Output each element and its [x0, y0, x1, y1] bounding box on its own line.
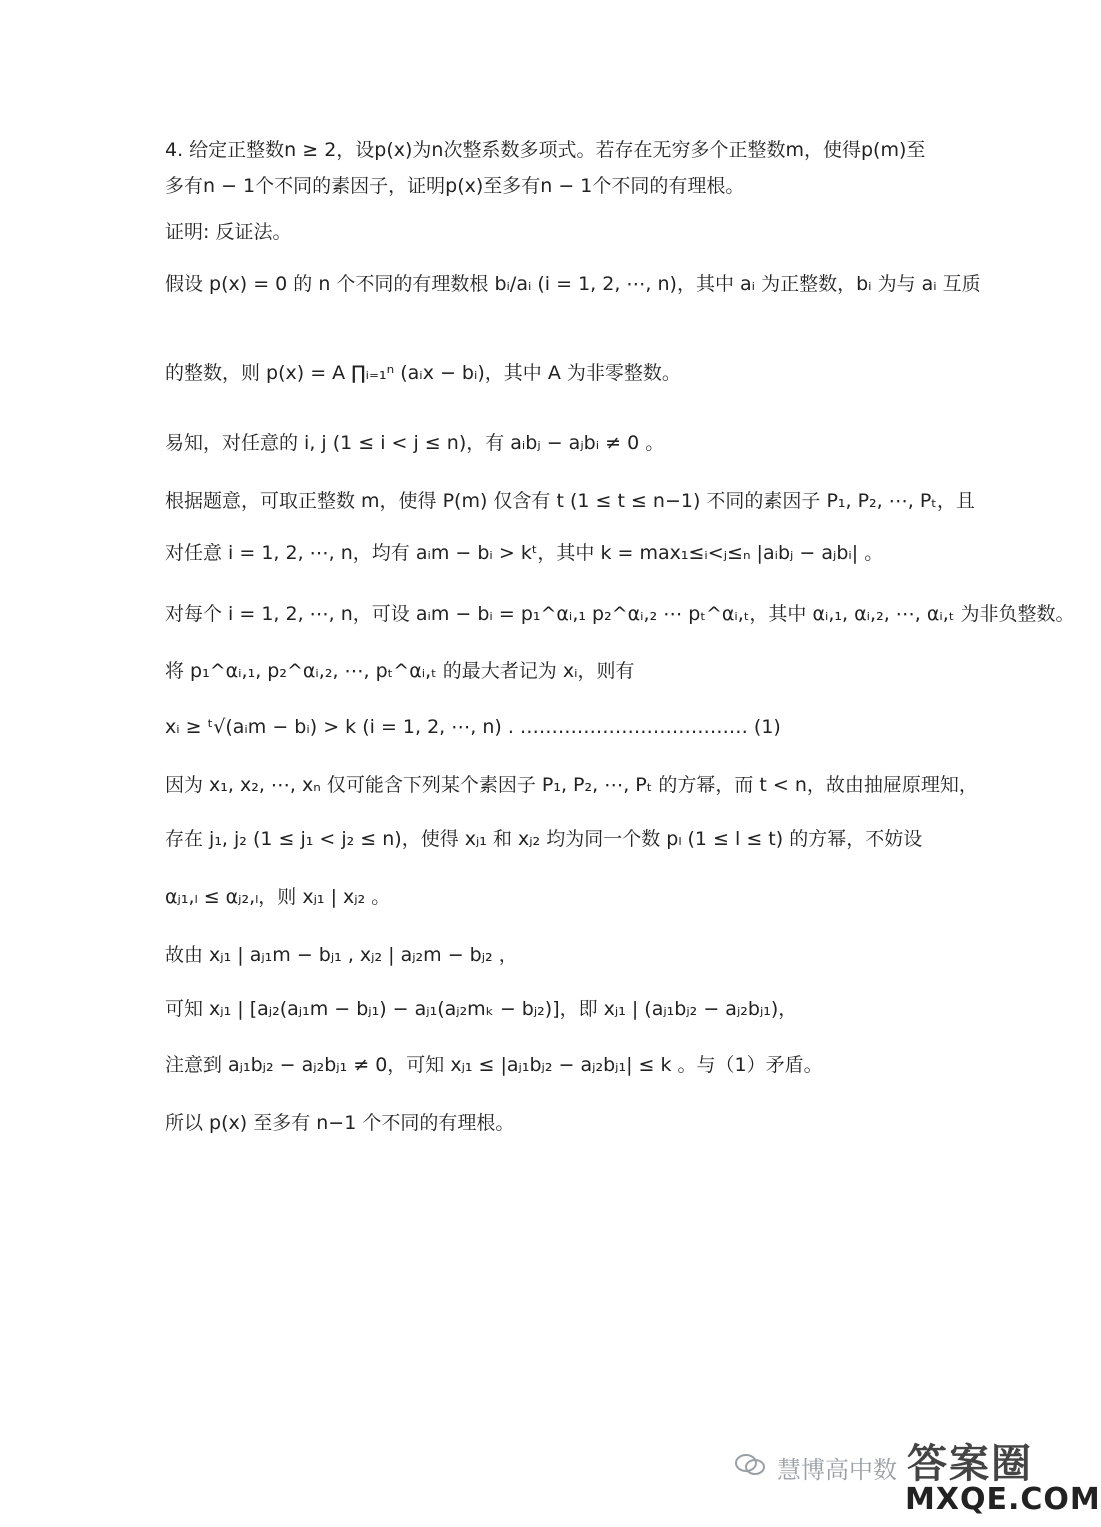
watermark-logo-bottom: MXQE.COM [905, 1482, 1101, 1517]
watermark-logo-top: 答案圈 [907, 1441, 1033, 1487]
watermark-account: 慧博高中数 [777, 1456, 897, 1484]
proof-line-nonzero: 易知，对任意的 i, j (1 ≤ i < j ≤ n)，有 aᵢbⱼ − aⱼbᵢ ≠ 0 。 [165, 432, 665, 454]
proof-line-pigeonhole: 因为 x₁, x₂, ⋯, xₙ 仅可能含下列某个素因子 P₁, P₂, ⋯, Pₜ 的方幂，而 t < n，故由抽屉原理知， [165, 774, 978, 796]
proof-line-factorization: 对每个 i = 1, 2, ⋯, n，可设 aᵢm − bᵢ = p₁^αᵢ,₁ p₂^αᵢ,₂ ⋯ pₜ^αᵢ,ₜ，其中 αᵢ,₁, αᵢ,₂, ⋯, αᵢ,ₜ 为非负整数。 [165, 603, 1075, 625]
problem-line-1: 4. 给定正整数n ≥ 2，设p(x)为n次整系数多项式。若存在无穷多个正整数m，使得p(m)至 [165, 139, 926, 161]
proof-line-inequality-1: xᵢ ≥ ᵗ√(aᵢm − bᵢ) > k (i = 1, 2, ⋯, n) . ……………………………… (1) [165, 716, 781, 738]
proof-line-contradiction: 注意到 aⱼ₁bⱼ₂ − aⱼ₂bⱼ₁ ≠ 0，可知 xⱼ₁ ≤ |aⱼ₁bⱼ₂ − aⱼ₂bⱼ₁| ≤ k 。与（1）矛盾。 [165, 1054, 823, 1076]
proof-line-choose-m: 根据题意，可取正整数 m，使得 P(m) 仅含有 t (1 ≤ t ≤ n−1) 不同的素因子 P₁, P₂, ⋯, Pₜ，且 [165, 490, 975, 512]
watermark [735, 1432, 1101, 1522]
proof-line-conclusion: 所以 p(x) 至多有 n−1 个不同的有理根。 [165, 1112, 515, 1134]
proof-line-divides: αⱼ₁,ₗ ≤ αⱼ₂,ₗ，则 xⱼ₁ | xⱼ₂ 。 [165, 886, 391, 908]
proof-line-factor: 的整数，则 p(x) = A ∏ᵢ₌₁ⁿ (aᵢx − bᵢ)，其中 A 为非零整数。 [165, 362, 681, 384]
proof-line-so: 故由 xⱼ₁ | aⱼ₁m − bⱼ₁ , xⱼ₂ | aⱼ₂m − bⱼ₂ ， [165, 944, 518, 966]
proof-line-assume: 假设 p(x) = 0 的 n 个不同的有理数根 bᵢ/aᵢ (i = 1, 2, ⋯, n)，其中 aᵢ 为正整数，bᵢ 为与 aᵢ 互质 [165, 273, 981, 295]
proof-line-k-def: 对任意 i = 1, 2, ⋯, n，均有 aᵢm − bᵢ > kᵗ，其中 k = max₁≤ᵢ<ⱼ≤ₙ |aᵢbⱼ − aⱼbᵢ| 。 [165, 542, 884, 564]
proof-line-know: 可知 xⱼ₁ | [aⱼ₂(aⱼ₁m − bⱼ₁) − aⱼ₁(aⱼ₂mₖ − bⱼ₂)]，即 xⱼ₁ | (aⱼ₁bⱼ₂ − aⱼ₂bⱼ₁)， [165, 998, 798, 1020]
proof-label: 证明: 反证法。 [165, 221, 292, 243]
problem-line-2: 多有n − 1个不同的素因子，证明p(x)至多有n − 1个不同的有理根。 [165, 175, 745, 197]
proof-line-exists: 存在 j₁, j₂ (1 ≤ j₁ < j₂ ≤ n)，使得 xⱼ₁ 和 xⱼ₂ 均为同一个数 pₗ (1 ≤ l ≤ t) 的方幂，不妨设 [165, 828, 923, 850]
wechat-icon [735, 1454, 765, 1476]
proof-line-max: 将 p₁^αᵢ,₁, p₂^αᵢ,₂, ⋯, pₜ^αᵢ,ₜ 的最大者记为 xᵢ，则有 [165, 660, 635, 682]
